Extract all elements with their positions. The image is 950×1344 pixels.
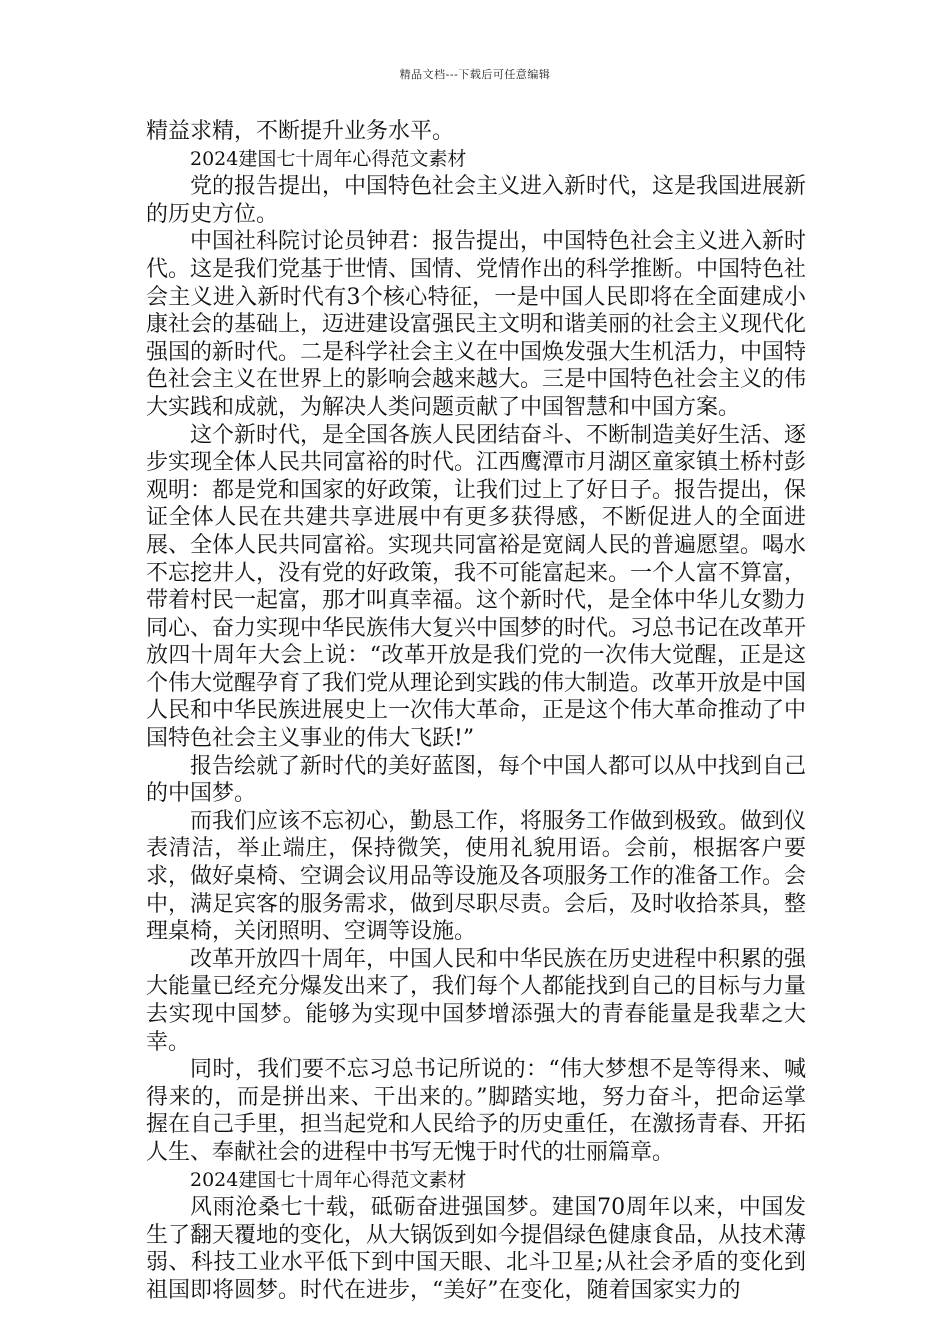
section-heading: 2024建国七十周年心得范文素材 xyxy=(190,147,467,170)
paragraph: 而我们应该不忘初心，勤恳工作，将服务工作做到极致。做到仪表清洁，举止端庄，保持微笑，使用礼貌用语。会前，根据客户要求，做好桌椅、空调会议用品等设施及各项服务工作的准备工作。会中，满足宾客的服务需求，做到尽职尽责。会后，及时收拾茶具，整理桌椅，关闭照明、空调等设施。 xyxy=(146,808,807,945)
paragraph: 党的报告提出，中国特色社会主义进入新时代，这是我国进展新的历史方位。 xyxy=(146,174,807,227)
section-heading: 2024建国七十周年心得范文素材 xyxy=(190,1168,467,1191)
paragraph: 中国社科院讨论员钟君：报告提出，中国特色社会主义进入新时代。这是我们党基于世情、国情、党情作出的科学推断。中国特色社会主义进入新时代有3个核心特征，一是中国人民即将在全面建成小康社会的基础上，迈进建设富强民主文明和谐美丽的社会主义现代化强国的新时代。二是科学社会主义在中国焕发强大生机活力，中国特色社会主义在世界上的影响会越来越大。三是中国特色社会主义的伟大实践和成就，为解决人类问题贡献了中国智慧和中国方案。 xyxy=(146,229,807,420)
paragraph: 这个新时代，是全国各族人民团结奋斗、不断制造美好生活、逐步实现全体人民共同富裕的时代。江西鹰潭市月湖区童家镇土桥村彭观明：都是党和国家的好政策，让我们过上了好日子。报告提出，保证全体人民在共建共享进展中有更多获得感，不断促进人的全面进展、全体人民共同富裕。实现共同富裕是宽阔人民的普遍愿望。喝水不忘挖井人，没有党的好政策，我不可能富起来。一个人富不算富，带着村民一起富，那才叫真幸福。这个新时代，是全体中华儿女勠力同心、奋力实现中华民族伟大复兴中国梦的时代。习总书记在改革开放四十周年大会上说：“改革开放是我们党的一次伟大觉醒，正是这个伟大觉醒孕育了我们党从理论到实践的伟大制造。改革开放是中国人民和中华民族进展史上一次伟大革命，正是这个伟大革命推动了中国特色社会主义事业的伟大飞跃!” xyxy=(146,422,807,752)
paragraph: 改革开放四十周年，中国人民和中华民族在历史进程中积累的强大能量已经充分爆发出来了，我们每个人都能找到自己的目标与力量去实现中国梦。能够为实现中国梦增添强大的青春能量是我辈之大幸。 xyxy=(146,946,807,1055)
page-header: 精品文档---下载后可任意编辑 xyxy=(399,68,551,81)
paragraph: 报告绘就了新时代的美好蓝图，每个中国人都可以从中找到自己的中国梦。 xyxy=(146,753,807,807)
paragraph: 风雨沧桑七十载，砥砺奋进强国梦。建国70周年以来，中国发生了翻天覆地的变化，从大锅饭到如今提倡绿色健康食品，从技术薄弱、科技工业水平低下到中国天眼、北斗卫星;从社会矛盾的变化到祖国即将圆梦。时代在进步，“美好”在变化，随着国家实力的 xyxy=(146,1195,807,1303)
paragraph-continuation: 精益求精，不断提升业务水平。 xyxy=(146,119,455,144)
paragraph: 同时，我们要不忘习总书记所说的：“伟大梦想不是等得来、喊得来的，而是拼出来、干出来的。”脚踏实地，努力奋斗，把命运掌握在自己手里，担当起党和人民给予的历史重任，在激扬青春、开拓人生、奉献社会的进程中书写无愧于时代的壮丽篇章。 xyxy=(146,1057,807,1165)
document-body xyxy=(146,118,806,1305)
